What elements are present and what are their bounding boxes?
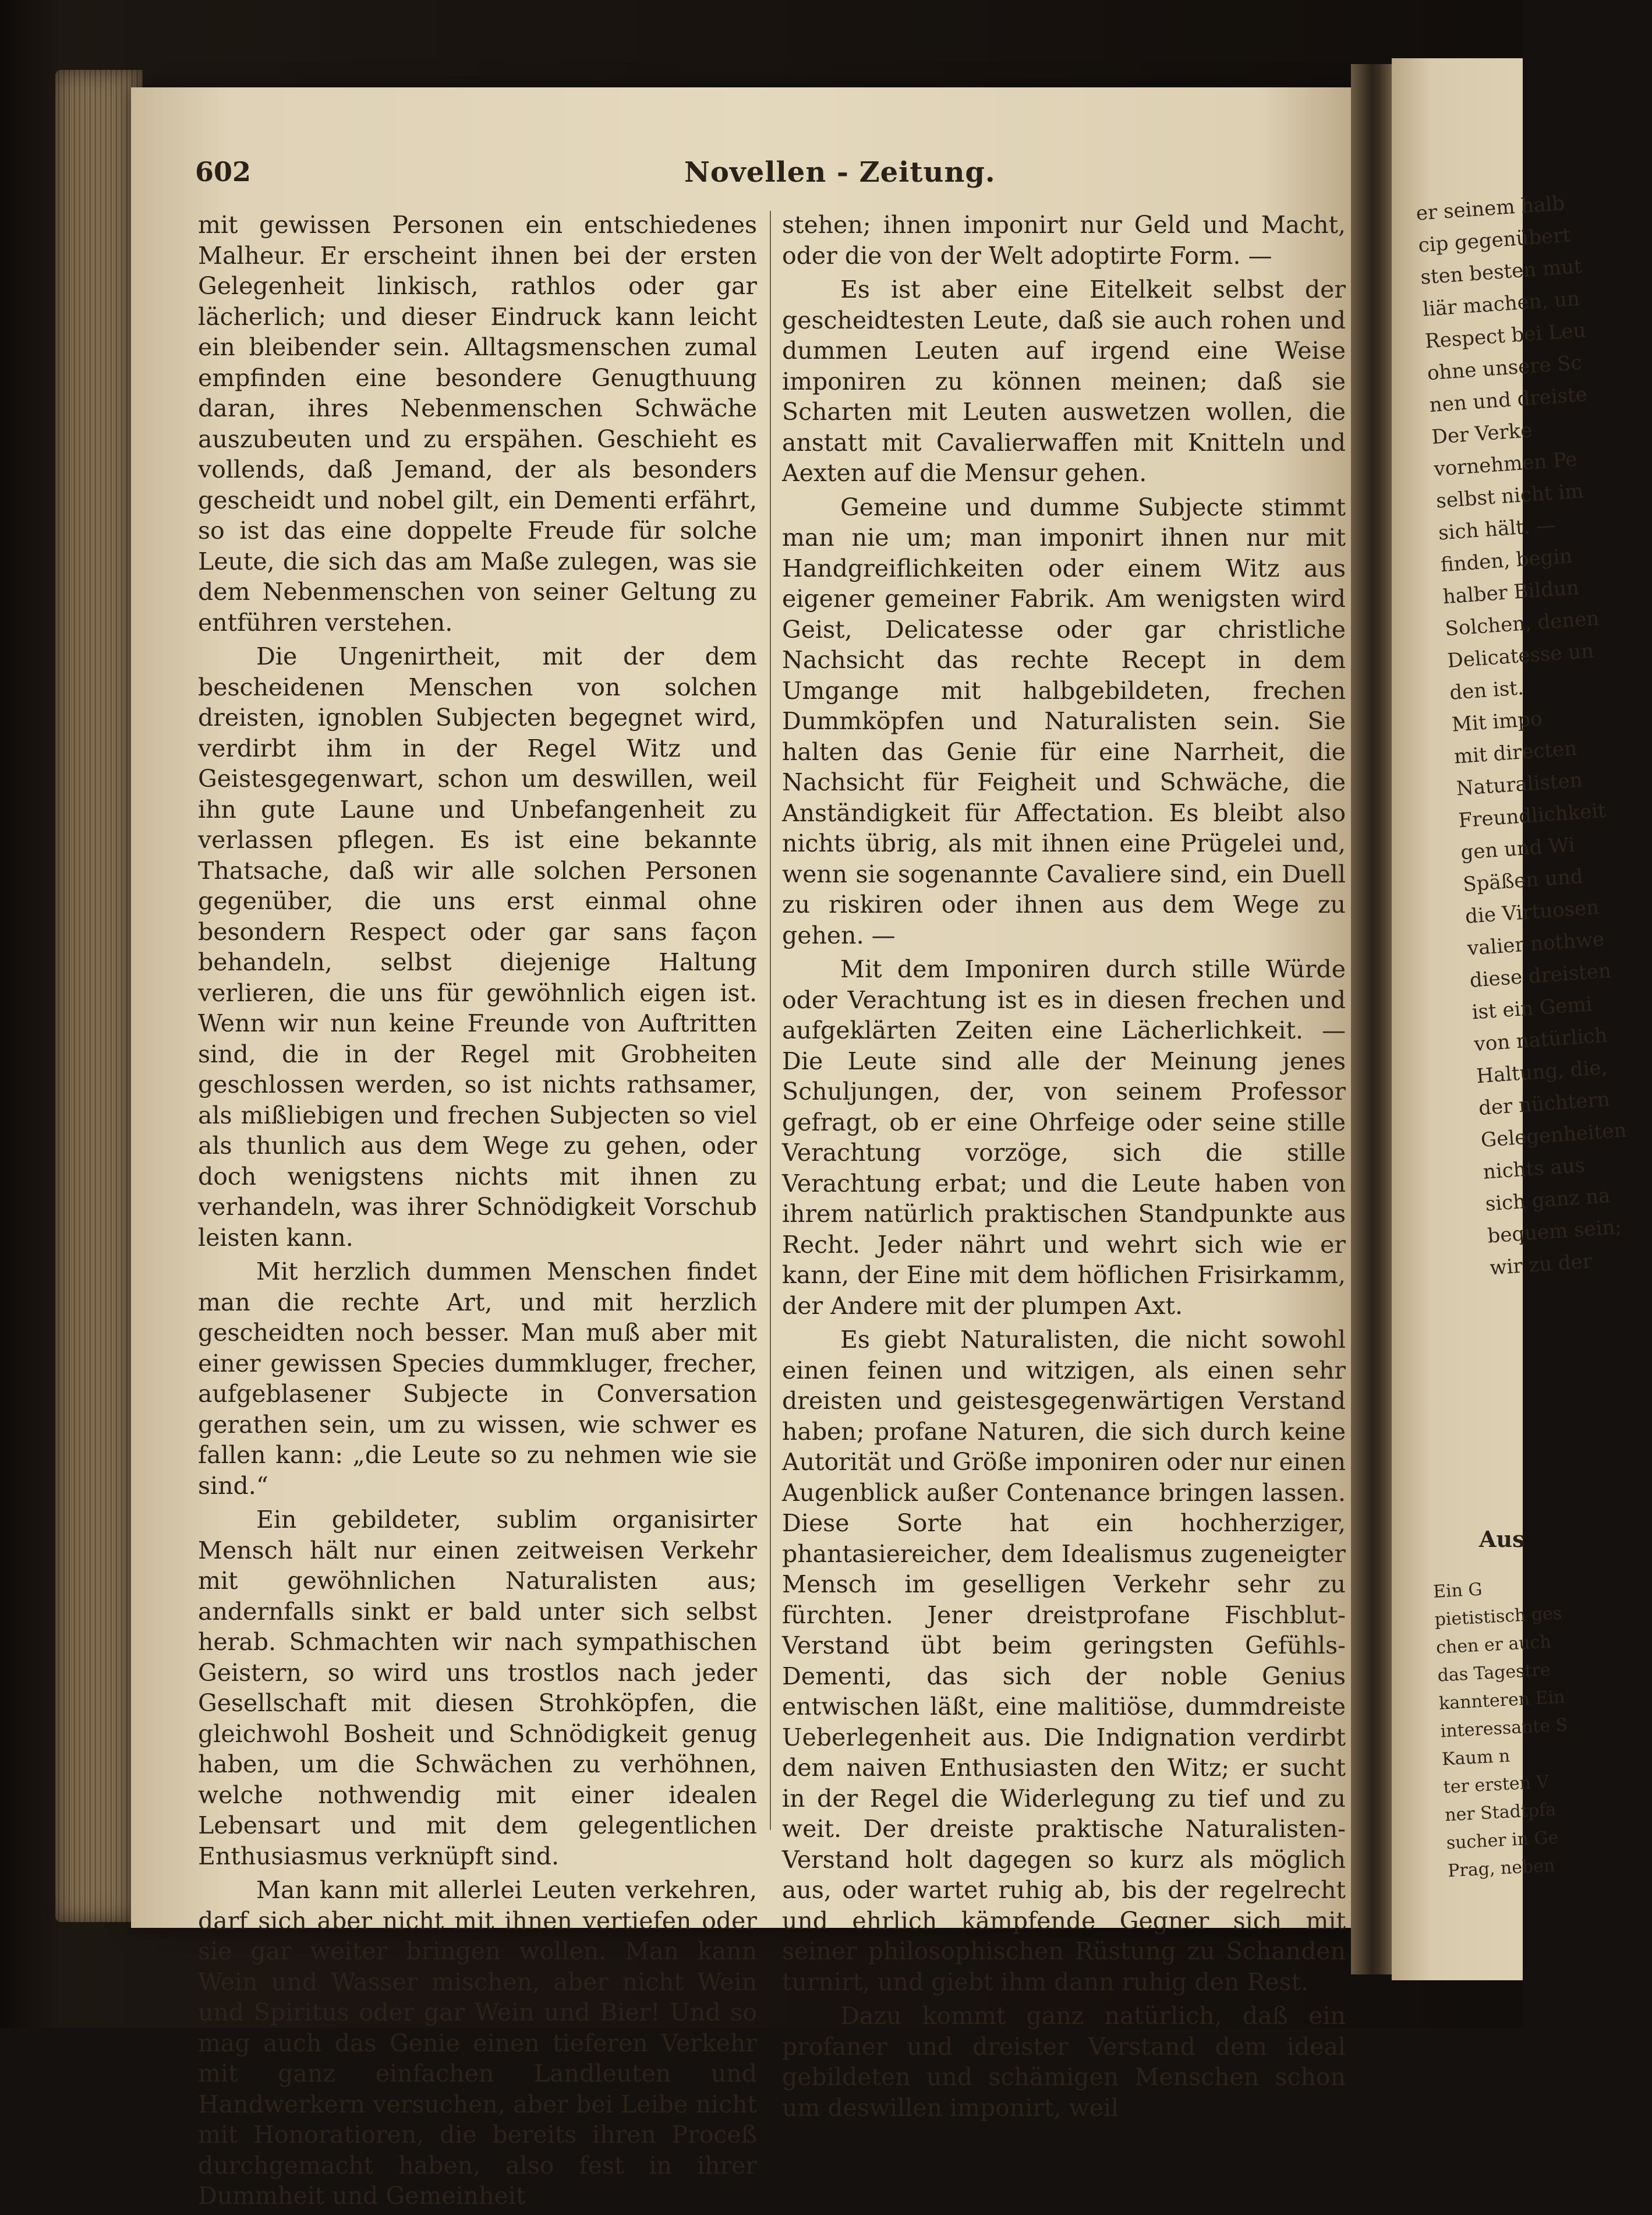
- fragment-heading: Aus: [1479, 1526, 1525, 1552]
- fragment-line: ohne unsere Sc: [1426, 351, 1583, 386]
- fragment-line: nen und dreiste: [1428, 383, 1588, 418]
- fragment-text-top: [1415, 190, 1628, 1285]
- fragment-line: Freundlichkeit: [1458, 799, 1607, 833]
- fragment-line: sich hält. —: [1437, 513, 1557, 545]
- fragment-line: mit directen: [1453, 736, 1578, 769]
- paragraph: Mit herzlich dummen Menschen findet man die rechte Art, und mit herzlich gescheidten noch besser. Man muß aber mit einer gewissen Species dummkluger, frecher, aufgeblasener Subjecte in Conversation gerathen sein, um zu wissen, wie schwer es fallen kann: „die Leute so zu nehmen wie sie sind.“: [198, 1257, 757, 1500]
- paragraph: Dazu kommt ganz natürlich, daß ein profaner und dreister Verstand dem ideal gebildeten und schämigen Menschen schon um deswillen imponirt, weil: [782, 2002, 1346, 2122]
- paragraph: Gemeine und dumme Subjecte stimmt man nie um; man imponirt ihnen nur mit Handgreiflichkeiten oder einem Witz aus eigener gemeiner Fabrik. Am wenigsten wird Geist, Delicatesse oder gar christliche Nachsicht das rechte Recept in dem Umgange mit halbgebildeten, frechen Dummköpfen und Naturalisten sein. Sie halten das Genie für eine Narrheit, die Nachsicht für Feigheit und Schwäche, die Anständigkeit für Affectation. Es bleibt also nichts übrig, als mit ihnen eine Prügelei und, wenn sie sogenannte Cavaliere sind, ein Duell zu riskiren oder ihnen aus dem Wege zu gehen. —: [782, 493, 1346, 949]
- running-head: [195, 156, 1360, 197]
- fragment-line: er seinem halb: [1415, 192, 1566, 225]
- fragment-line: liär machen, un: [1421, 287, 1581, 322]
- fragment-line: Naturalisten: [1455, 768, 1583, 801]
- paragraph: mit gewissen Personen ein entschiedenes Malheur. Er erscheint ihnen bei der ersten Gelegenheit linkisch, rathlos oder gar lächerlich; und dieser Eindruck kann leicht ein bleibender sein. Alltagsmenschen zumal empfinden eine besondere Genugthuung daran, ihres Nebenmenschen Schwäche auszubeuten und zu erspähen. Geschieht es vollends, daß Jemand, der als besonders gescheidt und nobel gilt, ein Dementi erfährt, so ist das eine doppelte Freude für solche Leute, die sich das am Maße zulegen, was sie dem Nebenmenschen von seiner Geltung zu entführen verstehen.: [198, 211, 757, 637]
- paragraph: Es ist aber eine Eitelkeit selbst der gescheidtesten Leute, daß sie auch rohen und dummen Leuten auf irgend eine Weise imponiren zu können meinen; daß sie Scharten mit Leuten auswetzen wollen, die anstatt mit Cavalierwaffen mit Knitteln und Aexten auf die Mensur gehen.: [782, 275, 1346, 487]
- fragment-line: bequem sein;: [1487, 1215, 1623, 1248]
- right-column: [782, 210, 1346, 2126]
- fragment-line: Der Verke: [1431, 418, 1533, 449]
- fragment-line: ist ein Gemi: [1471, 992, 1593, 1025]
- fragment-line: sich ganz na: [1484, 1184, 1611, 1216]
- column-divider: [770, 211, 771, 1830]
- fragment-line: den ist.: [1449, 676, 1524, 705]
- fragment-line: Respect bei Leu: [1424, 319, 1587, 354]
- fragment-line: Ein G: [1432, 1579, 1483, 1602]
- fragment-line: gen und Wi: [1460, 833, 1576, 865]
- fragment-line: wir zu der: [1489, 1249, 1593, 1280]
- fragment-line: halber Bildun: [1442, 576, 1580, 609]
- page-number: 602: [195, 156, 252, 188]
- fragment-line: vornehmen Pe: [1433, 447, 1578, 481]
- fragment-line: von natürlich: [1473, 1023, 1608, 1057]
- fragment-line: valier nothwe: [1466, 927, 1605, 960]
- fragment-line: interessante S: [1439, 1715, 1569, 1742]
- fragment-line: Kaum n: [1441, 1746, 1510, 1770]
- paragraph: Es giebt Naturalisten, die nicht sowohl einen feinen und witzigen, als einen sehr dreisten und geistesgegenwärtigen Verstand haben; profane Naturen, die sich durch keine Autorität und Größe imponiren oder nur einen Augenblick außer Contenance bringen lassen. Diese Sorte hat ein hochherziger, phantasiereicher, dem Idealismus zugeneigter Mensch im geselligen Verkehr sehr zu fürchten. Jener dreistprofane Fischblut-Verstand übt beim geringsten Gefühls-Dementi, das sich der noble Genius entwischen läßt, eine malitiöse, dummdreiste Ueberlegenheit aus. Die Indignation verdirbt dem naiven Enthusiasten den Witz; er sucht in der Regel die Widerlegung zu tief und zu weit. Der dreiste praktische Naturalisten-Verstand holt dagegen so kurz als möglich aus, oder wartet ruhig ab, bis der regelrecht und ehrlich kämpfende Gegner sich mit seiner philosophischen Rüstung zu Schanden turnirt, und giebt ihm dann ruhig den Rest.: [782, 1326, 1346, 1996]
- left-column: [198, 210, 757, 2215]
- fragment-line: chen er auch: [1435, 1631, 1552, 1658]
- fragment-line: Gelegenheiten: [1480, 1118, 1628, 1153]
- fragment-line: sucher in Ge: [1445, 1827, 1559, 1854]
- fragment-line: Mit impo: [1451, 706, 1543, 737]
- fragment-line: nichts aus: [1482, 1153, 1586, 1184]
- fragment-line: die Virtuosen: [1464, 895, 1600, 928]
- fragment-line: diese dreisten: [1469, 959, 1612, 992]
- fragment-line: der nüchtern: [1477, 1087, 1611, 1121]
- book-gutter: [1351, 64, 1398, 1974]
- fragment-line: ter ersten V: [1442, 1772, 1550, 1798]
- book-page-edges: [55, 70, 143, 1922]
- paragraph: Ein gebildeter, sublim organisirter Mensch hält nur einen zeitweisen Verkehr mit gewöhnlichen Naturalisten aus; andernfalls sinkt er bald unter sich selbst herab. Schmachten wir nach sympathischen Geistern, so wird uns trostlos nach jeder Gesellschaft mit diesen Strohköpfen, die gleichwohl Bosheit und Schnödigkeit genug haben, um die Schwächen zu verhöhnen, welche nothwendig mit einer idealen Lebensart und mit dem gelegentlichen Enthusiasmus verknüpft sind.: [198, 1506, 757, 1870]
- fragment-line: das Tagestre: [1437, 1659, 1551, 1686]
- paragraph: Man kann mit allerlei Leuten verkehren, darf sich aber nicht mit ihnen vertiefen oder sie gar weiter bringen wollen. Man kann Wein und Wasser mischen, aber nicht Wein und Spiritus oder gar Wein und Bier! Und so mag auch das Genie einen tieferen Verkehr mit ganz einfachen Landleuten und Handwerkern versuchen, aber bei Leibe nicht mit Honoratioren, die bereits ihren Proceß durchgemacht haben, also fest in ihrer Dummheit und Gemeinheit: [198, 1876, 757, 2210]
- fragment-line: kannteren Ein: [1438, 1687, 1566, 1714]
- fragment-line: sten besten mut: [1420, 255, 1583, 289]
- right-page-fragment: [1392, 58, 1628, 1980]
- fragment-line: Späßen und: [1462, 864, 1584, 897]
- fragment-line: Delicatesse un: [1446, 639, 1595, 673]
- fragment-line: ner Stadtpfa: [1444, 1799, 1557, 1826]
- fragment-line: Prag, neben: [1447, 1855, 1556, 1882]
- fragment-line: Haltung, die,: [1476, 1055, 1608, 1089]
- fragment-line: Solchen, denen: [1444, 606, 1600, 641]
- fragment-line: selbst nicht im: [1435, 479, 1584, 513]
- paragraph: Die Ungenirtheit, mit der dem bescheidenen Menschen von solchen dreisten, ignoblen Subjecten begegnet wird, verdirbt ihm in der Regel Witz und Geistesgegenwart, schon um deswillen, weil ihn gute Laune und Unbefangenheit zu verlassen pflegen. Es ist eine bekannte Thatsache, daß wir alle solchen Personen gegenüber, die uns erst einmal ohne besondern Respect oder gar sans façon behandeln, selbst diejenige Haltung verlieren, die uns für gewöhnlich eigen ist. Wenn wir nun keine Freunde von Auftritten sind, die in der Regel mit Grobheiten geschlossen werden, so ist nichts rathsamer, als mißliebigen und frechen Subjecten so viel als thunlich aus dem Wege zu gehen, oder doch wenigstens nichts mit ihnen zu verhandeln, was ihrer Schnödigkeit Vorschub leisten kann.: [198, 642, 757, 1252]
- fragment-text-bottom: [1432, 1573, 1569, 1886]
- journal-title: Novellen - Zeitung.: [684, 156, 996, 189]
- paragraph: Mit dem Imponiren durch stille Würde oder Verachtung ist es in diesen frechen und aufgeklärten Zeiten eine Lächerlichkeit. — Die Leute sind alle der Meinung jenes Schuljungen, der, von seinem Professor gefragt, ob er eine Ohrfeige oder seine stille Verachtung vorzöge, sich die stille Verachtung erbat; und die Leute haben von ihrem natürlich praktischen Standpunkte aus Recht. Jeder nährt und wehrt sich wie er kann, der Eine mit dem höflichen Frisirkamm, der Andere mit der plumpen Axt.: [782, 955, 1346, 1320]
- fragment-line: pietistisch ges: [1434, 1603, 1563, 1630]
- fragment-line: finden, begin: [1439, 544, 1573, 577]
- fragment-line: cip gegenübert: [1417, 223, 1572, 257]
- paragraph: stehen; ihnen imponirt nur Geld und Macht, oder die von der Welt adoptirte Form. —: [782, 211, 1346, 270]
